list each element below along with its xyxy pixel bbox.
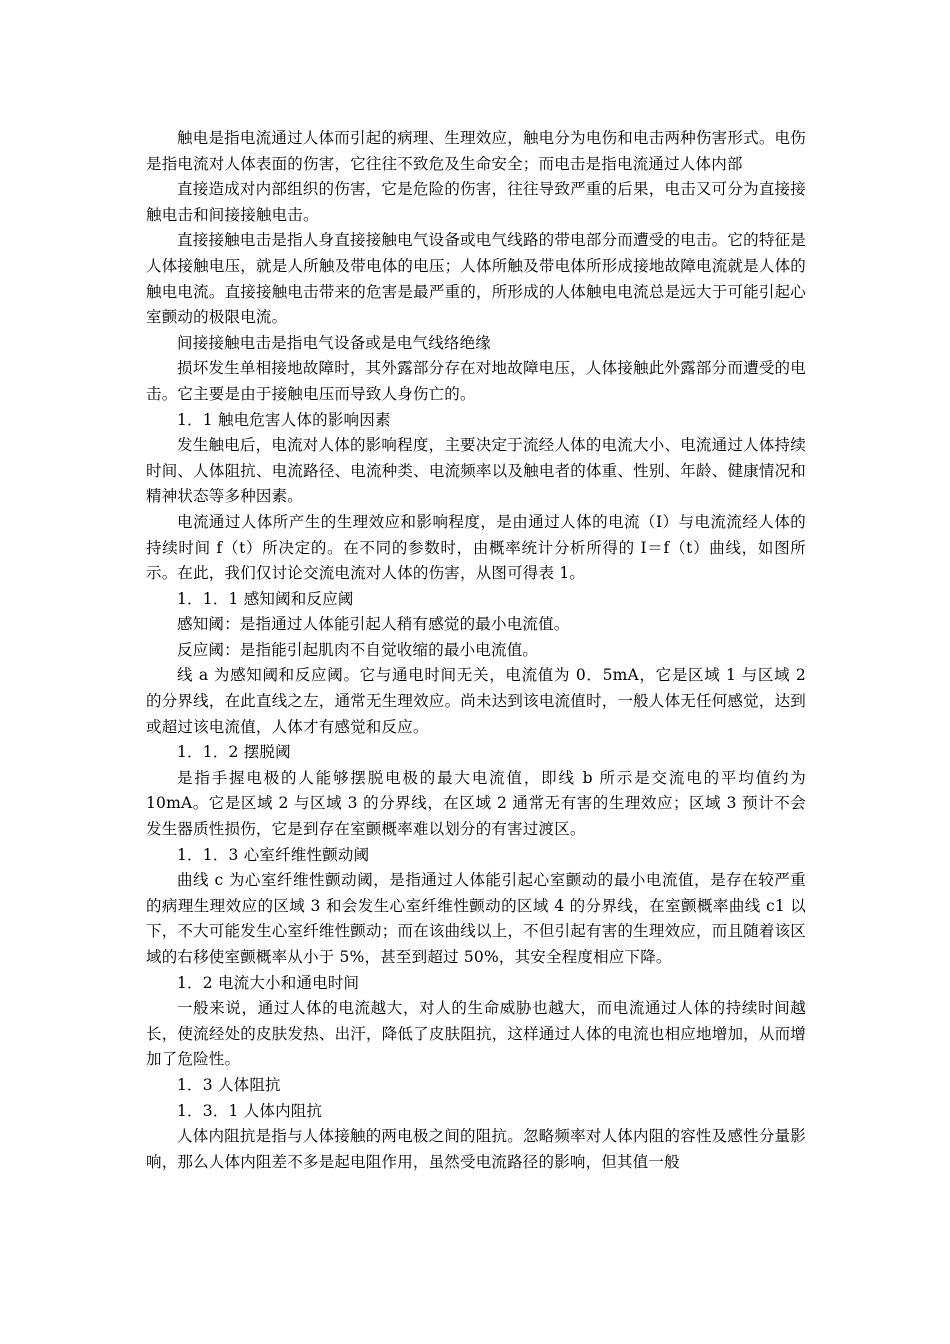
paragraph: 反应阈：是指能引起肌肉不自觉收缩的最小电流值。 — [177, 640, 539, 659]
paragraph: 发生触电后，电流对人体的影响程度，主要决定于流经人体的电流大小、电流通过人体持续时间、人体阻抗、电流路径、电流种类、电流频率以及触电者的体重、性别、年龄、健康情况和精神状态等多种因素。 — [146, 436, 806, 506]
paragraph: 电流通过人体所产生的生理效应和影响程度，是由通过人体的电流（I）与电流流经人体的持续时间 f（t）所决定的。在不同的参数时，由概率统计分析所得的 I＝f（t）曲线，如图所示。在此，我们仅讨论交流电流对人体的伤害，从图可得表 1。 — [146, 512, 806, 583]
paragraph: 线 a 为感知阈和反应阈。它与通电时间无关，电流值为 0．5mA，它是区域 1 与区域 2 的分界线，在此直线之左，通常无生理效应。尚未达到该电流值时，一般人体无任何感觉，达到或超过该电流值，人体才有感觉和反应。 — [146, 666, 806, 736]
section-heading: 1．1 触电危害人体的影响因素 — [177, 410, 391, 429]
paragraph: 是指手握电极的人能够摆脱电极的最大电流值，即线 b 所示是交流电的平均值约为 10mA。它是区域 2 与区域 3 的分界线，在区域 2 通常无有害的生理效应；区域 3 预计不会发生器质性损伤，它是到存在室颤概率难以划分的有害过渡区。 — [146, 768, 806, 839]
paragraph: 人体内阻抗是指与人体接触的两电极之间的阻抗。忽略频率对人体内阻的容性及感性分量影响，那么人体内阻差不多是起电阻作用，虽然受电流路径的影响，但其值一般 — [146, 1127, 806, 1171]
paragraph: 曲线 c 为心室纤维性颤动阈，是指通过人体能引起心室颤动的最小电流值，是存在较严重的病理生理效应的区域 3 和会发生心室纤维性颤动的区域 4 的分界线，在室颤概率曲线 c1 以下，不大可能发生心室纤维性颤动；而在该曲线以上，不但引起有害的生理效应，而且随着该区域的右移使室颤概率从小于 5%，甚至到超过 50%，其安全程度相应下降。 — [146, 871, 806, 966]
paragraph: 直接接触电击是指人身直接接触电气设备或电气线路的带电部分而遭受的电击。它的特征是人体接触电压，就是人所触及带电体的电压；人体所触及带电体所形成接地故障电流就是人体的触电电流。直接接触电击带来的危害是最严重的，所形成的人体触电电流总是远大于可能引起心室颤动的极限电流。 — [146, 231, 806, 327]
document-body — [146, 126, 806, 1175]
section-heading: 1．3．1 人体内阻抗 — [177, 1101, 323, 1120]
paragraph: 直接造成对内部组织的伤害，它是危险的伤害，往往导致严重的后果，电击又可分为直接接触电击和间接接触电击。 — [146, 180, 806, 224]
section-heading: 1．1．3 心室纤维性颤动阈 — [177, 845, 370, 864]
section-heading: 1．2 电流大小和通电时间 — [177, 973, 360, 992]
section-heading: 1．1．1 感知阈和反应阈 — [177, 589, 354, 608]
section-heading: 1．1．2 摆脱阈 — [177, 743, 291, 762]
paragraph: 感知阈：是指通过人体能引起人稍有感觉的最小电流值。 — [177, 615, 570, 634]
paragraph: 一般来说，通过人体的电流越大，对人的生命威胁也越大，而电流通过人体的持续时间越长，使流经处的皮肤发热、出汗，降低了皮肤阻抗，这样通过人体的电流也相应地增加，从而增加了危险性。 — [146, 999, 806, 1069]
section-heading: 1．3 人体阻抗 — [177, 1075, 281, 1094]
paragraph: 触电是指电流通过人体而引起的病理、生理效应，触电分为电伤和电击两种伤害形式。电伤是指电流对人体表面的伤害，它往往不致危及生命安全；而电击是指电流通过人体内部 — [146, 129, 806, 173]
paragraph: 间接接触电击是指电气设备或是电气线络绝缘 — [177, 333, 492, 352]
paragraph: 损坏发生单相接地故障时，其外露部分存在对地故障电压，人体接触此外露部分而遭受的电击。它主要是由于接触电压而导致人身伤亡的。 — [146, 359, 806, 403]
